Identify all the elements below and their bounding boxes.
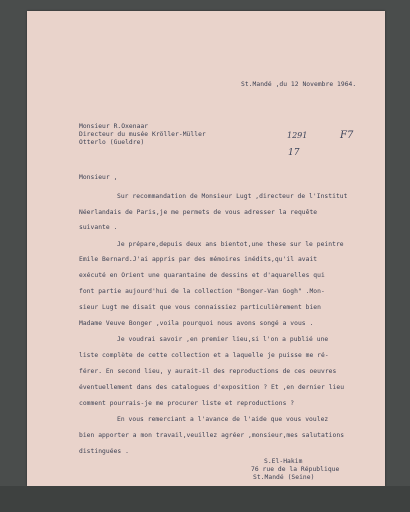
- salutation: Monsieur ,: [79, 174, 118, 181]
- handwritten-annotation: 1291: [287, 131, 308, 140]
- signature-address: 76 rue de la République: [251, 466, 340, 473]
- body-line: comment pourrais-je me procurer liste et reproductions ?: [79, 400, 295, 407]
- body-line: Madame Veuve Bonger ,voila pourquoi nous avons songé a vous .: [79, 320, 314, 327]
- date-line: St.Mandé ,du 12 Novembre 1964.: [241, 81, 357, 88]
- body-line: En vous remerciant a l'avance de l'aide que vous voulez: [117, 416, 329, 423]
- body-line: liste complète de cette collection et a laquelle je puisse me ré-: [79, 352, 329, 359]
- body-line: éventuellement dans des catalogues d'exposition ? Et ,en dernier lieu: [79, 384, 345, 391]
- body-line: suivante .: [79, 224, 118, 231]
- body-line: font partie aujourd'hui de la collection "Bonger-Van Gogh" .Mon-: [79, 288, 325, 295]
- body-line: exécuté en Orient une quarantaine de dessins et d'aquarelles qui: [79, 272, 325, 279]
- signature-address: St.Mandé (Seine): [253, 474, 315, 481]
- body-line: distinguées .: [79, 448, 129, 455]
- body-line: férer. En second lieu, y aurait-il des reproductions de ces oeuvres: [79, 368, 337, 375]
- body-line: Je voudrai savoir ,en premier lieu,si l'on a publié une: [117, 336, 329, 343]
- scan-background-strip: [0, 486, 410, 512]
- handwritten-annotation: F7: [340, 130, 354, 141]
- body-line: Emile Bernard.J'ai appris par des mémoires inédits,qu'il avait: [79, 256, 318, 263]
- body-line: Sur recommandation de Monsieur Lugt ,directeur de l'Institut: [117, 193, 348, 200]
- signature-name: S.El-Hakim: [264, 458, 303, 465]
- body-line: Je prépare,depuis deux ans bientot,une these sur le peintre: [117, 241, 344, 248]
- body-line: Néerlandais de Paris,je me permets de vous adresser la requête: [79, 209, 318, 216]
- handwritten-annotation: 17: [288, 148, 300, 158]
- body-line: sieur Lugt me disait que vous connaissiez particulièrement bien: [79, 304, 321, 311]
- recipient-line: Directeur du musée Kröller-Müller: [79, 131, 206, 138]
- recipient-line: Otterlo (Gueldre): [79, 139, 145, 146]
- recipient-line: Monsieur R.Oxenaar: [79, 123, 149, 130]
- body-line: bien apporter a mon travail,veuillez agréer ,monsieur,mes salutations: [79, 432, 345, 439]
